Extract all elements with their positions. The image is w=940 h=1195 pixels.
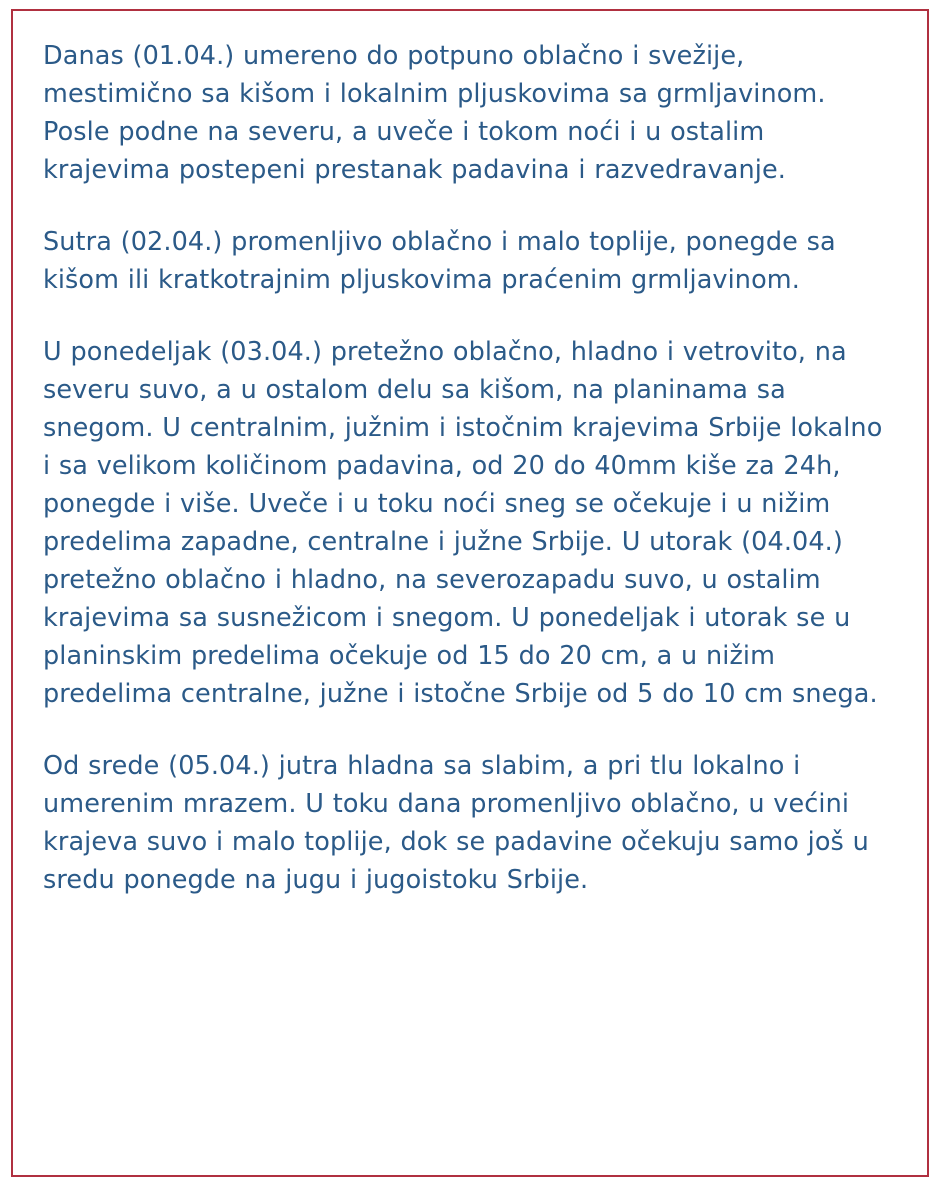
weather-forecast-panel [11,9,929,1177]
forecast-paragraph-tomorrow: Sutra (02.04.) promenljivo oblačno i malo toplije, ponegde sa kišom ili kratkotrajnim pljuskovima praćenim grmljavinom. [43,227,836,295]
forecast-paragraph-wednesday-onward: Od srede (05.04.) jutra hladna sa slabim, a pri tlu lokalno i umerenim mrazem. U toku dana promenljivo oblačno, u većini krajeva suvo i malo toplije, dok se padavine očekuju samo još u sredu ponegde na jugu i jugoistoku Srbije. [43,751,869,895]
forecast-paragraph-monday-tuesday: U ponedeljak (03.04.) pretežno oblačno, hladno i vetrovito, na severu suvo, a u ostalom delu sa kišom, na planinama sa snegom. U centralnim, južnim i istočnim krajevima Srbije lokalno i sa velikom količinom padavina, od 20 do 40mm kiše za 24h, ponegde i više. Uveče i u toku noći sneg se očekuje i u nižim predelima zapadne, centralne i južne Srbije. U utorak (04.04.) pretežno oblačno i hladno, na severozapadu suvo, u ostalim krajevima sa susnežicom i snegom. U ponedeljak i utorak se u planinskim predelima očekuje od 15 do 20 cm, a u nižim predelima centralne, južne i istočne Srbije od 5 do 10 cm snega. [43,337,883,709]
forecast-paragraph-today: Danas (01.04.) umereno do potpuno oblačno i svežije, mestimično sa kišom i lokalnim pljuskovima sa grmljavinom. Posle podne na severu, a uveče i tokom noći i u ostalim krajevima postepeni prestanak padavina i razvedravanje. [43,41,826,185]
